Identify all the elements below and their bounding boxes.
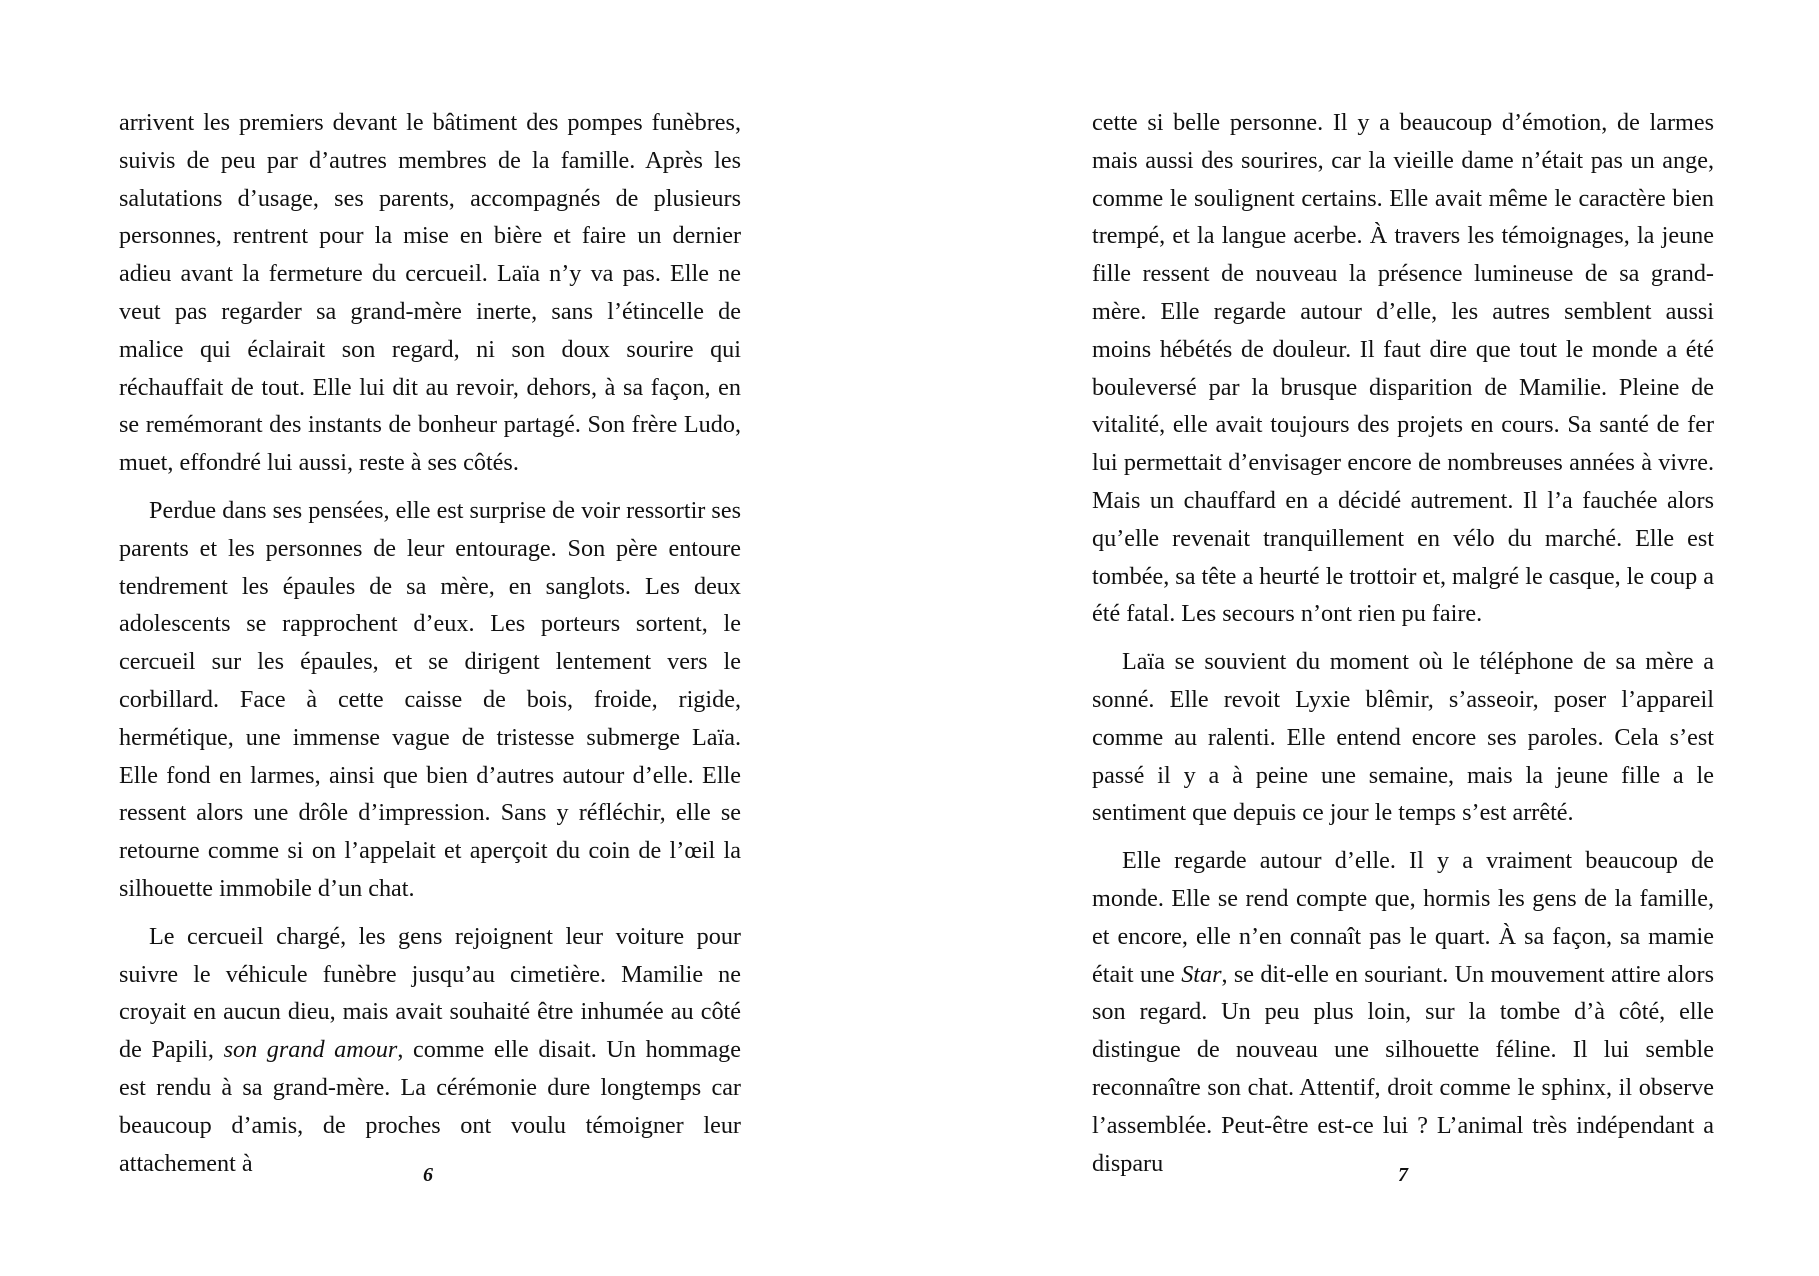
- text-run: Laïa se souvient du moment où le téléphone de sa mère a sonné. Elle revoit Lyxie blêmir, s’asseoir, poser l’appareil comme au ralenti. Elle entend encore ses paroles. Cela s’est passé il y a à peine une semaine, mais la jeune fille a le sentiment que depuis ce jour le temps s’est arrêté.: [1092, 648, 1714, 827]
- italic-text-run: son grand amour: [223, 1036, 398, 1064]
- page-number-left: 6: [423, 1164, 433, 1186]
- text-run: Le cercueil chargé, les gens rejoignent leur voiture pour suivre le véhicule funèbre jusqu’au cimetière. Mamilie ne croyait en aucun dieu, mais avait souhaité être inhumée au côté de Papili,: [119, 922, 741, 1064]
- text-run: Elle regarde autour d’elle. Il y a vraiment beaucoup de monde. Elle se rend compte que, hormis les gens de la famille, et encore, elle n’en connaît pas le quart. À sa façon, sa mamie était une: [1092, 847, 1714, 988]
- text-run: Perdue dans ses pensées, elle est surprise de voir ressortir ses parents et les personnes de leur entourage. Son père entoure tendrement les épaules de sa mère, en sanglots. Les deux adolescents se rapprochent d’eux. Les porteurs sortent, le cercueil sur les épaules, et se dirigent lentement vers le corbillard. Face à cette caisse de bois, froide, rigide, hermétique, une immense vague de tristesse submerge Laïa. Elle fond en larmes, ainsi que bien d’autres autour d’elle. Elle ressent alors une drôle d’impression. Sans y réfléchir, elle se retourne comme si on l’appelait et aperçoit du coin de l’œil la silhouette immobile d’un chat.: [119, 496, 741, 902]
- left-paragraph-1: [119, 104, 741, 482]
- left-paragraph-2: [119, 492, 741, 908]
- text-run: , se dit-elle en souriant. Un mouvement attire alors son regard. Un peu plus loin, sur la tombe d’à côté, elle distingue de nouveau une silhouette féline. Il lui semble reconnaître son chat. Attentif, droit comme le sphinx, il observe l’assemblée. Peut-être est-ce lui ? L’animal très indépendant a disparu: [1092, 960, 1714, 1177]
- text-run: arrivent les premiers devant le bâtiment des pompes funèbres, suivis de peu par d’autres membres de la famille. Après les salutations d’usage, ses parents, accompagnés de plusieurs personnes, rentrent pour la mise en bière et faire un dernier adieu avant la fermeture du cercueil. Laïa n’y va pas. Elle ne veut pas regarder sa grand-mère inerte, sans l’étincelle de malice qui éclairait son regard, ni son doux sourire qui réchauffait de tout. Elle lui dit au revoir, dehors, à sa façon, en se remémorant des instants de bonheur partagé. Son frère Ludo, muet, effondré lui aussi, reste à ses côtés.: [119, 109, 741, 477]
- right-page: [1092, 104, 1714, 1192]
- text-run: , comme elle disait. Un hommage est rendu à sa grand-mère. La cérémonie dure longtemps car beaucoup d’amis, de proches ont voulu témoigner leur attachement à: [119, 1036, 741, 1177]
- italic-text-run: Star: [1181, 960, 1222, 988]
- right-paragraph-2: [1092, 643, 1714, 832]
- left-page: [119, 104, 741, 1192]
- page-number-right: 7: [1398, 1164, 1408, 1186]
- right-paragraph-1: [1092, 104, 1714, 633]
- left-paragraph-3: [119, 918, 741, 1183]
- text-run: cette si belle personne. Il y a beaucoup d’émotion, de larmes mais aussi des sourires, car la vieille dame n’était pas un ange, comme le soulignent certains. Elle avait même le caractère bien trempé, et la langue acerbe. À travers les témoignages, la jeune fille ressent de nouveau la présence lumineuse de sa grand-mère. Elle regarde autour d’elle, les autres semblent aussi moins hébétés de douleur. Il faut dire que tout le monde a été bouleversé par la brusque disparition de Mamilie. Pleine de vitalité, elle avait toujours des projets en cours. Sa santé de fer lui permettait d’envisager encore de nombreuses années à vivre. Mais un chauffard en a décidé autrement. Il l’a fauchée alors qu’elle revenait tranquillement en vélo du marché. Elle est tombée, sa tête a heurté le trottoir et, malgré le casque, le coup a été fatal. Les secours n’ont rien pu faire.: [1092, 109, 1714, 628]
- right-paragraph-3: [1092, 842, 1714, 1182]
